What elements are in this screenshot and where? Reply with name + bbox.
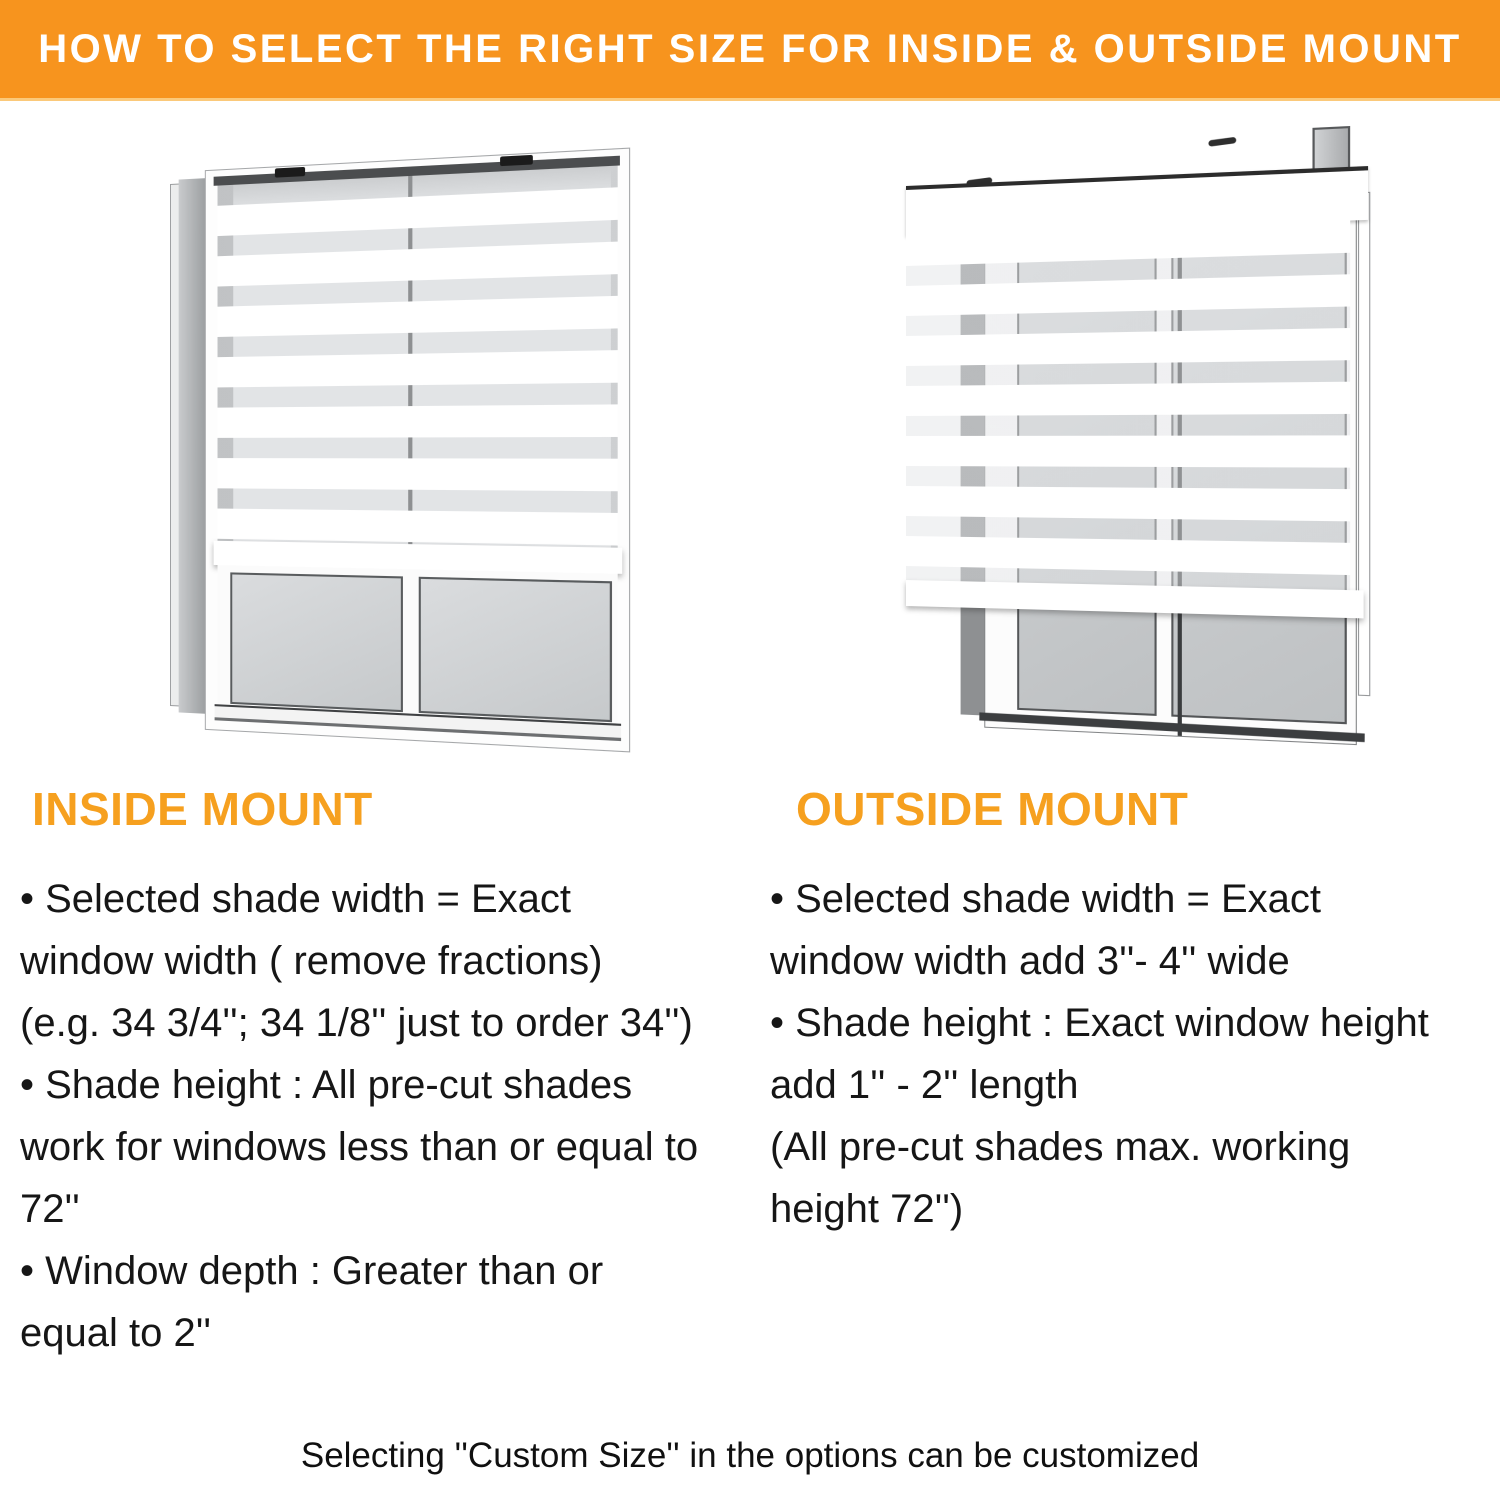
zebra-shade (906, 167, 1350, 618)
window-recess (218, 156, 618, 738)
mounting-bracket (1312, 126, 1350, 173)
bullet-line: • Shade height : Exact window height (770, 1001, 1429, 1045)
bullet-line: height 72'') (770, 1187, 964, 1231)
zebra-shade-stripes (218, 166, 618, 548)
bullet-line: 72'' (20, 1187, 80, 1231)
banner-title: HOW TO SELECT THE RIGHT SIZE FOR INSIDE & OUTSIDE MOUNT (38, 26, 1462, 71)
mounting-clip (275, 167, 305, 178)
glass-pane-left (230, 572, 403, 712)
outside-mount-section (770, 782, 1490, 1240)
inside-mount-section (20, 782, 740, 1364)
shade-side-rail (1358, 192, 1370, 696)
footer-note: Selecting ''Custom Size'' in the options can be customized (300, 1436, 1200, 1475)
bullet-line: • Selected shade width = Exact (20, 877, 571, 921)
bullet-line: • Shade height : All pre-cut shades (20, 1063, 633, 1107)
bullet-line: • Window depth : Greater than or (20, 1249, 604, 1293)
window-frame (205, 148, 630, 753)
bullet-line: equal to 2'' (20, 1311, 211, 1355)
mounting-clip (500, 155, 533, 166)
zebra-shade-stripes (906, 221, 1350, 591)
outside-mount-heading: OUTSIDE MOUNT (796, 783, 1189, 835)
outside-mount-window (906, 119, 1397, 768)
banner (0, 0, 1500, 101)
bullet-line: (e.g. 34 3/4''; 34 1/8'' just to order 34'') (20, 1001, 693, 1045)
bullet-line: add 1'' - 2'' length (770, 1063, 1079, 1107)
window-jamb-left (179, 178, 205, 714)
bullet-line: window width ( remove fractions) (20, 939, 603, 983)
inside-mount-window (170, 134, 630, 765)
window-glass-zone (218, 565, 618, 738)
outside-mount-illustration (880, 128, 1400, 776)
bullet-line: work for windows less than or equal to (20, 1125, 699, 1169)
bullet-line: window width add 3''- 4'' wide (770, 939, 1290, 983)
glass-pane-right (419, 577, 612, 722)
bullet-line: (All pre-cut shades max. working (770, 1125, 1351, 1169)
inside-mount-heading: INSIDE MOUNT (32, 783, 373, 835)
wall-mark (1208, 137, 1236, 147)
bullet-line: • Selected shade width = Exact (770, 877, 1321, 921)
inside-mount-illustration (150, 146, 655, 766)
